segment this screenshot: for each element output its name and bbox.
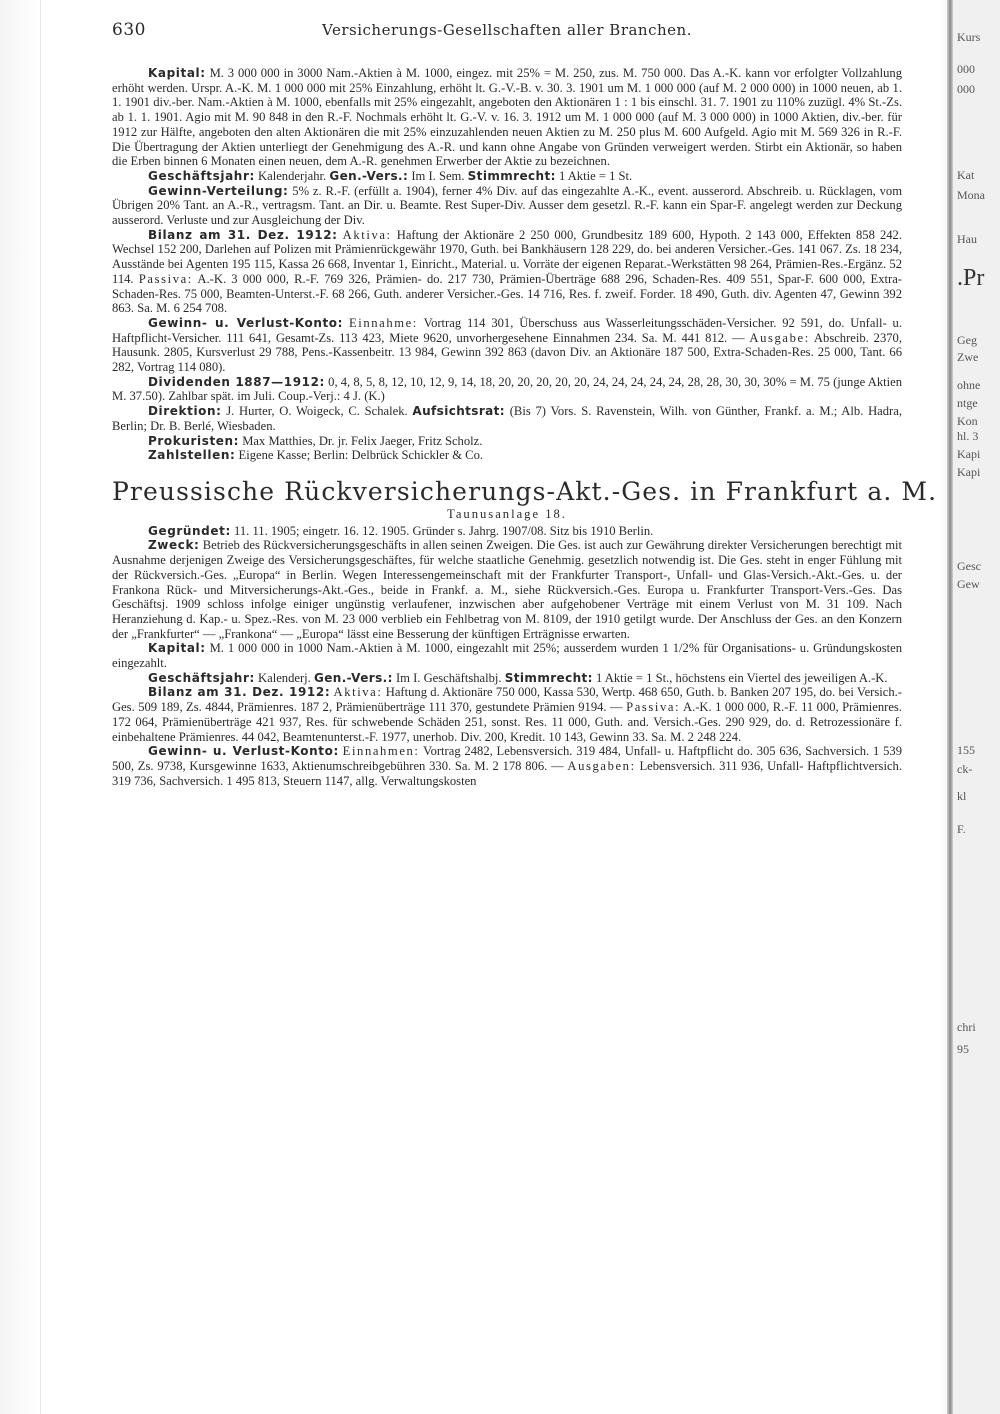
section-heading: Passiva: xyxy=(626,700,681,715)
entry-label: Aufsichtsrat: xyxy=(412,404,505,419)
company-entry-first xyxy=(112,66,902,463)
entry-label: Stimmrecht: xyxy=(504,670,593,685)
neighbor-page-fragment: Kat xyxy=(957,168,975,182)
entry-paragraph xyxy=(112,671,902,686)
entry-label: Gewinn- u. Verlust-Konto: xyxy=(148,315,344,330)
entry-paragraph xyxy=(112,66,902,169)
neighbor-page-fragment: 000 xyxy=(957,82,975,96)
entry-label: Kapital: xyxy=(148,641,206,656)
neighbor-page-fragment: Geg xyxy=(957,333,977,347)
entry-paragraph xyxy=(112,538,902,641)
neighbor-page-fragment: Hau xyxy=(957,232,977,246)
entry-text: A.-K. 3 000 000, R.-F. 769 326, Prämien- do. 217 730, Prämien-Überträge 688 296, Schaden-Res. 409 551, Spar-F. 600 000, Extra-Schaden-Res. 75 000, Beamten-Unterst.-F. 68 266, Guth. anderer Versicher.-Ges. 14 716, Res. f. zweif. Forder. 18 490, Guth. div. Agenten 47, Gewinn 392 863. Sa. M. 6 254 708. xyxy=(112,271,902,316)
neighbor-page-edge xyxy=(955,0,1000,1414)
section-heading: Aktiva: xyxy=(333,685,383,700)
section-heading: Ausgabe: xyxy=(749,330,810,345)
company-address: Taunusanlage 18. xyxy=(447,506,567,521)
neighbor-page-fragment: ck- xyxy=(957,762,973,776)
entry-text: 0, 4, 8, 5, 8, 12, 10, 12, 9, 14, 18, 20, 20, 20, 20, 20, 24, 24, 24, 24, 24, 28, 28, 30, 30, 30% = M. 75 (junge Aktien M. 37.50). Zahlbar spät. im Juli. Coup.-Verj.: 4 J. (K.) xyxy=(112,374,902,404)
neighbor-page-fragment: hl. 3 xyxy=(957,429,979,443)
entry-text: Kalenderjahr. xyxy=(258,168,327,183)
entry-text: (Bis 7) Vors. S. Ravenstein, Wilh. von Günther, Frankf. a. M.; Alb. Hadra, Berlin; Dr. B. Berlé, Wiesbaden. xyxy=(112,404,902,433)
entry-paragraph xyxy=(112,448,902,463)
entry-label: Geschäftsjahr: xyxy=(148,168,255,183)
entry-paragraph xyxy=(112,744,902,788)
entry-text: 5% z. R.-F. (erfüllt a. 1904), ferner 4% Div. auf das eingezahlte A.-K., event. ausserord. Abschreib. u. Rücklagen, vom Übrigen 20% Tant. an A.-R., vertragsm. Tant. an Dir. u. Beamte. Rest Super-Div. Ausser dem gesetzl. R.-F. kann ein Spar-F. angelegt werden zur Deckung ausserord. Verluste und zur Ausgleichung der Div. xyxy=(112,183,902,228)
entry-text: Eigene Kasse; Berlin: Delbrück Schickler & Co. xyxy=(238,448,484,463)
entry-paragraph xyxy=(112,375,902,404)
entry-text: Vortrag 2482, Lebensversich. 319 484, Unfall- u. Haftpflicht do. 305 636, Sachversich. 1 539 500, Zs. 9738, Kursgewinne 1633, Aktienumschreibgebühren 330. Sa. M. 2 178 806. — xyxy=(112,744,902,773)
neighbor-page-fragment: Kon xyxy=(957,414,978,428)
entry-label: Prokuristen: xyxy=(148,433,240,448)
entry-text: M. 1 000 000 in 1000 Nam.-Aktien à M. 1000, eingezahlt mit 25%; ausserdem wurden 1 1/2% für Organisations- u. Gründungskosten eingezahlt. xyxy=(112,641,903,671)
company-entry-second xyxy=(112,524,902,789)
entry-text: Lebensversich. 311 936, Unfall- Haftpflichtversich. 319 736, Sachversich. 1 495 813, Steuern 1147, allg. Verwaltungskosten xyxy=(112,758,902,788)
entry-text: Vortrag 114 301, Überschuss aus Wasserleitungsschäden-Versicher. 92 591, do. Unfall- u. Haftpflicht-Versicher. 111 641, Gesamt-Zs. 113 423, Miete 9620, unvorhergesehene Einnahmen 234. Sa. M. 441 812. — xyxy=(112,315,902,345)
entry-paragraph xyxy=(112,524,902,539)
neighbor-page-fragment: 95 xyxy=(957,1042,969,1056)
entry-text: Haftung der Aktionäre 2 250 000, Grundbesitz 189 600, Hypoth. 2 143 000, Effekten 858 242. Wechsel 152 200, Darlehen auf Polizen mit Prämienrückgewähr 1970, Guth. bei Bankhäusern 128 229, do. bei anderen Versicher.-Ges. 141 067. Zs. 18 234, Ausstände bei Agenten 195 115, Kassa 26 668, Inventar 1, Einricht., Material. u. Vorräte der eigenen Reparat.-Werkstätten 98 264, Prämien-Res.-Ergänz. 52 114. xyxy=(112,227,902,286)
entry-text: 1 Aktie = 1 St. xyxy=(558,168,633,183)
entry-text: Betrieb des Rückversicherungsgeschäfts in allen seinen Zweigen. Die Ges. ist auch zur Gewährung direkter Versicherungen berechtigt mit Ausnahme derjenigen Zweige des Versicherungsgeschäftes, für welche staatliche Genehmig. gesetzlich notwendig ist. Die Ges. steht in enger Fühlung mit der Rückversich.-Ges. „Europa“ in Berlin. Wegen Interessengemeinschaft mit der Frankfurter Transport-, Unfall- und Glas-Versich.-Akt.-Ges. u. der Frankona Rück- und Mitversicherungs-Akt.-Ges., beide in Frankf. a. M., siehe Rückversich.-Ges. Europa u. Frankfurter Transport-Vers.-Ges. Das Geschäftsj. 1909 schloss infolge einiger ungünstig verlaufener, inzwischen aber aufgehobener Verträge mit einem Verlust von M. 31 109. Nach Heranziehung d. Kap.- u. Spez.-Res. von M. 23 000 verblieb ein Fehlbetrag von M. 8109, der 1910 getilgt wurde. Der Anschluss der Ges. an den Konzern der „Frankfurter“ — „Frankona“ — „Europa“ lässt eine Besserung der künftigen Erträgnisse erwarten. xyxy=(112,538,902,641)
neighbor-page-fragment: Gesc xyxy=(957,559,981,573)
entry-label: Gewinn-Verteilung: xyxy=(148,183,289,198)
entry-text: 1 Aktie = 1 St., höchstens ein Viertel des jeweiligen A.-K. xyxy=(596,670,888,685)
neighbor-page-fragment: 155 xyxy=(957,743,975,757)
neighbor-page-fragment: Kurs xyxy=(957,30,981,44)
entry-label: Zweck: xyxy=(148,538,200,553)
entry-label: Zahlstellen: xyxy=(148,448,236,463)
neighbor-page-fragment: Kapi xyxy=(957,465,981,479)
entry-label: Dividenden 1887—1912: xyxy=(148,374,325,389)
entry-text: Haftung d. Aktionäre 750 000, Kassa 530, Wertp. 468 650, Guth. b. Banken 207 195, do. bei Versich.-Ges. 509 189, Zs. 4844, Prämienres. 187 2, Prämienüberträge 111 370, gestundete Prämien 9194. — xyxy=(112,685,902,715)
entry-label: Direktion: xyxy=(148,404,222,419)
entry-text: 11. 11. 1905; eingetr. 16. 12. 1905. Gründer s. Jahrg. 1907/08. Sitz bis 1910 Berlin. xyxy=(234,523,654,538)
entry-text: Abschreib. 2370, Hausunk. 2805, Kursverlust 29 788, Pens.-Kassenbeitr. 13 984, Gewinn 392 863 (davon Div. an Aktionäre 187 500, Extra-Schaden-Res. 25 000, Tant. 66 282, Vortrag 114 080). xyxy=(112,330,902,375)
entry-paragraph xyxy=(112,404,902,433)
neighbor-page-fragment: kl xyxy=(957,789,967,803)
neighbor-page-fragment: Gew xyxy=(957,577,980,591)
entry-text: A.-K. 1 000 000, R.-F. 11 000, Prämienres. 172 064, Prämienüberträge 421 937, Res. für schwebende Schäden 251, sonst. Res. 11 000, Guth. and. Versich.-Ges. 290 929, do. d. Retrozessionäre f. einbehaltene Prämienres. 44 042, Beamtenunterst.-F. 1977, unerhob. Div. 200, Kredit. 10 143, Gewinn 33. Sa. M. 2 248 224. xyxy=(112,700,902,744)
running-title: Versicherungs-Gesellschaften aller Branchen. xyxy=(322,21,692,39)
page-number: 630 xyxy=(112,20,146,40)
entry-label: Bilanz am 31. Dez. 1912: xyxy=(148,227,338,242)
neighbor-page-fragment: ntge xyxy=(957,396,978,410)
neighbor-page-fragment: Mona xyxy=(957,188,985,202)
entry-label: Stimmrecht: xyxy=(467,168,556,183)
entry-text: Im I. Sem. xyxy=(411,168,465,183)
entry-text: Max Matthies, Dr. jr. Felix Jaeger, Fritz Scholz. xyxy=(242,433,483,448)
section-heading: Passiva: xyxy=(138,271,193,286)
entry-paragraph xyxy=(112,434,902,449)
entry-text: Im I. Geschäftshalbj. xyxy=(395,670,502,685)
entry-text: J. Hurter, O. Woigeck, C. Schalek. xyxy=(226,404,408,419)
entry-label: Bilanz am 31. Dez. 1912: xyxy=(148,685,331,700)
neighbor-page-fragment: .Pr xyxy=(957,265,985,291)
entry-label: Gegründet: xyxy=(148,523,231,538)
section-heading: Einnahme: xyxy=(348,315,418,330)
entry-text: M. 3 000 000 in 3000 Nam.-Aktien à M. 1000, eingez. mit 25% = M. 250, zus. M. 750 000. Das A.-K. kann vor erfolgter Vollzahlung erhöht werden. Urspr. A.-K. M. 1 000 000 mit 25% Einzahlung, erhöht lt. G.-V.-B. v. 30. 3. 1901 um M. 1 000 000 (auf M. 2 000 000) in 1000 neuen, ab 1. 1. 1901 div.-ber. Nam.-Aktien à M. 1000, ebenfalls mit 25% eingezahlt, angeboten den Aktionären 1 : 1 bis einschl. 31. 7. 1901 zu 110% zuzügl. 4% St.-Zs. ab 1. 1. 1901. Agio mit M. 90 848 in den R.-F. Nochmals erhöht lt. G.-V. v. 16. 3. 1912 um M. 1 000 000 (auf M. 3 000 000) in 1000 Aktien, div.-ber. für 1912 zur Hälfte, angeboten den alten Aktionären die mit 25% einzuzahlenden neuen Aktien zu M. 250 plus M. 600 Aufgeld. Agio mit M. 569 326 in R.-F. Die Übertragung der Aktien unterliegt der Genehmigung des A.-R. und kann ohne Angabe von Gründen verweigert werden. Stirbt ein Aktionär, so haben die Erben binnen 6 Monaten einen neuen, dem A.-R. genehmen Erwerber der Aktie zu bezeichnen. xyxy=(112,66,902,169)
entry-paragraph xyxy=(112,228,902,316)
section-heading: Einnahmen: xyxy=(342,744,420,759)
entry-label: Kapital: xyxy=(148,66,206,80)
entry-text: Kalenderj. xyxy=(258,670,311,685)
entry-paragraph xyxy=(112,316,902,375)
section-heading: Aktiva: xyxy=(342,227,392,242)
entry-label: Gen.-Vers.: xyxy=(329,168,409,183)
entry-label: Geschäftsjahr: xyxy=(148,670,255,685)
text-column xyxy=(112,66,938,788)
entry-paragraph xyxy=(112,641,902,670)
neighbor-page-fragment: Kapi xyxy=(957,447,981,461)
neighbor-page-fragment: 000 xyxy=(957,62,975,76)
section-heading: Ausgaben: xyxy=(567,758,636,773)
entry-paragraph xyxy=(112,169,902,184)
entry-label: Gen.-Vers.: xyxy=(313,670,393,685)
neighbor-page-fragment: F. xyxy=(957,822,966,836)
neighbor-page-fragment: Zwe xyxy=(957,350,979,364)
book-fold xyxy=(947,0,953,1414)
entry-label: Gewinn- u. Verlust-Konto: xyxy=(148,744,339,759)
page-header xyxy=(112,20,902,44)
entry-paragraph xyxy=(112,184,902,228)
company-title: Preussische Rückversicherungs-Akt.-Ges. in Frankfurt a. M. xyxy=(112,476,938,506)
page-edge xyxy=(40,0,41,1414)
neighbor-page-fragment: ohne xyxy=(957,378,981,392)
entry-paragraph xyxy=(112,685,902,744)
neighbor-page-fragment: chri xyxy=(957,1020,976,1034)
